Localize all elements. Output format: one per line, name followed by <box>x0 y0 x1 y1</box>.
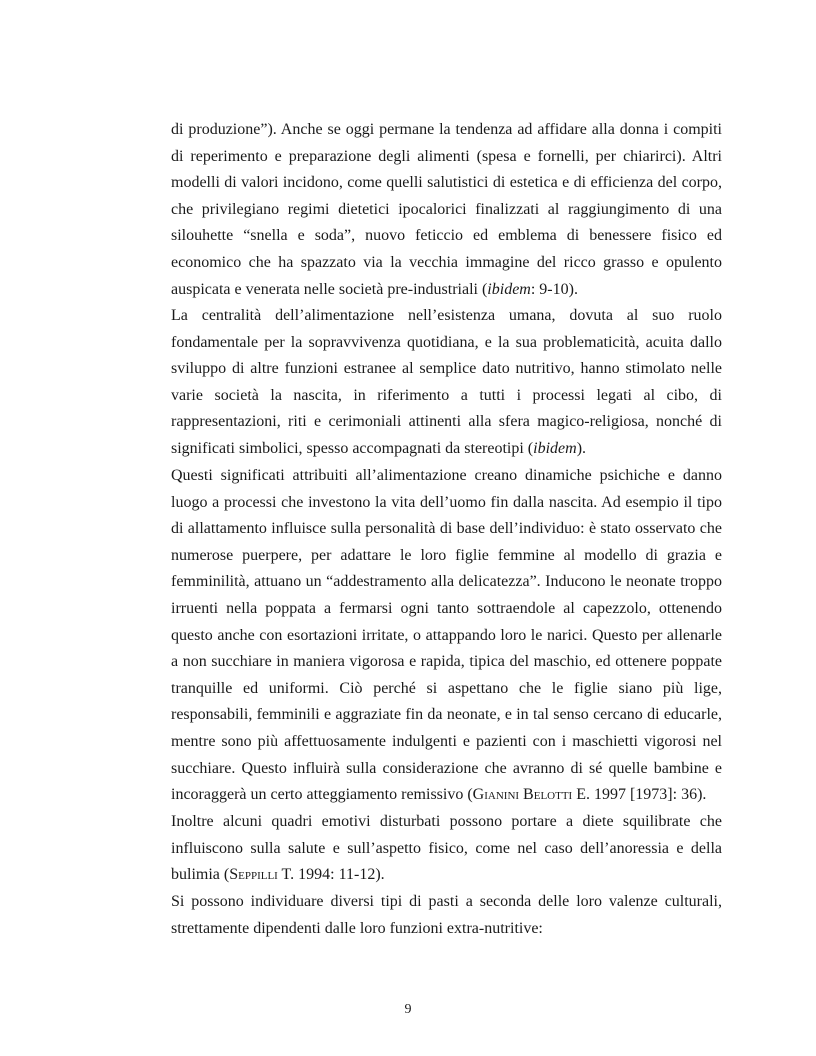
paragraph-1-text: di produzione”). Anche se oggi permane la tendenza ad affidare alla donna i compiti di reperimento e preparazione degli alimenti (spesa e fornelli, per chiarirci). Altri modelli di valori incidono, come quelli salutistici di estetica e di efficienza del corpo, che privilegiano regimi dietetici ipocalorici finalizzati al raggiungimento di una silouhette “snella e soda”, nuovo feticcio ed emblema di benessere fisico ed economico che ha spazzato via la vecchia immagine del ricco grasso e opulento auspicata e venerata nelle società pre-industriali ( <box>171 121 722 298</box>
paragraph-1 <box>171 117 722 303</box>
citation-author-seppilli: Seppilli <box>229 866 278 884</box>
paragraph-4-text: Inoltre alcuni quadri emotivi disturbati possono portare a diete squilibrate che influiscono sulla salute e sull’aspetto fisico, come nel caso dell’anoressia e della bulimia ( <box>171 813 722 884</box>
paragraph-3 <box>171 463 722 809</box>
paragraph-5-text: Si possono individuare diversi tipi di pasti a seconda delle loro valenze culturali, strettamente dipendenti dalle loro funzioni extra-nutritive: <box>171 893 722 937</box>
paragraph-2-text: La centralità dell’alimentazione nell’esistenza umana, dovuta al suo ruolo fondamentale per la sopravvivenza quotidiana, e la sua problematicità, acuita dallo sviluppo di altre funzioni estranee al semplice dato nutritivo, hanno stimolato nelle varie società la nascita, in riferimento a tutti i processi legati al cibo, di rappresentazioni, riti e cerimoniali attinenti alla sfera magico-religiosa, nonché di significati simbolici, spesso accompagnati da stereotipi ( <box>171 307 722 457</box>
paragraph-3-text: Questi significati attribuiti all’alimentazione creano dinamiche psichiche e danno luogo a processi che investono la vita dell’uomo fin dalla nascita. Ad esempio il tipo di allattamento influisce sulla personalità di base dell’individuo: è stato osservato che numerose puerpere, per adattare le loro figlie femmine al modello di grazia e femminilità, attuano un “addestramento alla delicatezza”. Inducono le neonate troppo irruenti nella poppata a fermarsi ogni tanto sottraendole al capezzolo, ottenendo questo anche con esortazioni irritate, o attappando loro le narici. Questo per allenarle a non succhiare in maniera vigorosa e rapida, tipica del maschio, ed ottenere poppate tranquille ed uniformi. Ciò perché si aspettano che le figlie siano più lige, responsabili, femminili e aggraziate fin da neonate, e in tal senso cercano di educarle, mentre sono più affettuosamente indulgenti e pazienti con i maschietti vigorosi nel succhiare. Questo influirà sulla considerazione che avranno di sé quelle bambine e incoraggerà un certo atteggiamento remissivo ( <box>171 467 722 804</box>
paragraph-5 <box>171 889 722 942</box>
citation-ibidem-2: ibidem <box>533 439 577 457</box>
paragraph-2 <box>171 303 722 463</box>
citation-author-gianini-belotti: Gianini Belotti <box>472 786 573 804</box>
paragraph-1-citation-tail: : 9-10). <box>530 280 578 298</box>
paragraph-2-citation-tail: ). <box>576 439 587 457</box>
citation-ibidem-1: ibidem <box>487 280 531 298</box>
paragraph-4-citation-tail: T. 1994: 11-12). <box>277 866 385 884</box>
paragraph-3-citation-tail: E. 1997 [1973]: 36). <box>572 786 707 804</box>
page-number: 9 <box>404 1002 412 1017</box>
paragraph-4 <box>171 809 722 889</box>
